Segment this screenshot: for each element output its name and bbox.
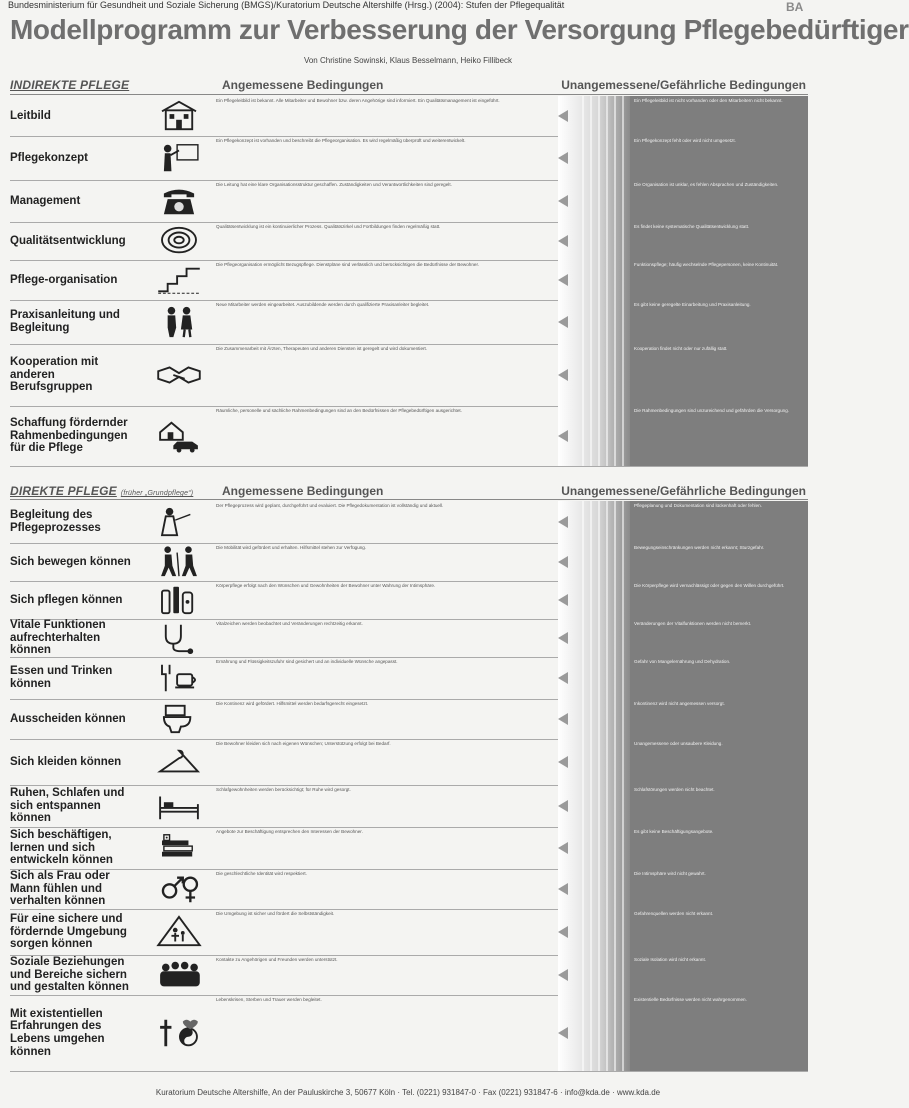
inadequate-conditions-text: Gefahr von Mangelernährung und Dehydration. bbox=[630, 657, 808, 699]
stripe-bars bbox=[576, 344, 626, 406]
spiral-icon bbox=[146, 222, 212, 260]
row-label: Pflege-organisation bbox=[10, 273, 118, 286]
stripe-bars bbox=[576, 96, 626, 136]
adequate-conditions-text: Die Pflegeorganisation ermöglicht Bezugspflege. Dienstpläne sind verlässlich und berücksichtigen die Bedürfnisse der Bewohner. bbox=[216, 262, 480, 267]
adequate-conditions-text: Qualitätsentwicklung ist ein kontinuierlicher Prozess. Qualitätszirkel und Fortbildungen finden regelmäßig statt. bbox=[216, 224, 441, 229]
indirect-section-label: INDIREKTE PFLEGE bbox=[10, 78, 130, 92]
source-line: Bundesministerium für Gesundheit und Soziale Sicherung (BMGS)/Kuratorium Deutsche Altershilfe (Hrsg.) (2004): Stufen der Pflegequalität bbox=[8, 0, 565, 10]
row-label: Kooperation mit anderen Berufsgruppen bbox=[10, 356, 99, 394]
walking-couple-icon bbox=[146, 300, 212, 344]
inadequate-conditions-text: Die Rahmenbedingungen sind unzureichend und gefährden die Versorgung. bbox=[630, 406, 808, 466]
inadequate-conditions-text: Funktionspflege; häufig wechselnde Pflegepersonen, keine Kontinuität. bbox=[630, 260, 808, 300]
stripe-bars bbox=[576, 501, 626, 543]
adequate-conditions-text: Räumliche, personelle und sächliche Rahmenbedingungen sind an den Bedürfnissen der Pflegebedürftigen ausgerichtet. bbox=[216, 408, 462, 413]
row-label: Management bbox=[10, 194, 81, 207]
row-label: Essen und Trinken können bbox=[10, 665, 113, 690]
table-row bbox=[10, 739, 808, 786]
table-row bbox=[10, 501, 808, 544]
direct-section-title: DIREKTE PFLEGE bbox=[10, 484, 117, 498]
table-row bbox=[10, 543, 808, 582]
stethoscope-icon bbox=[146, 619, 212, 657]
table-row bbox=[10, 869, 808, 910]
row-label: Mit existentiellen Erfahrungen des Lebens umgehen können bbox=[10, 1007, 105, 1058]
adequate-conditions-text: Die geschlechtliche Identität wird respektiert. bbox=[216, 871, 307, 876]
table-row bbox=[10, 344, 808, 407]
group-icon bbox=[146, 955, 212, 995]
table-row bbox=[10, 222, 808, 261]
handshake-icon bbox=[146, 344, 212, 406]
hikers-icon bbox=[146, 543, 212, 581]
adequate-conditions-text: Vitalzeichen werden beobachtet und Veränderungen rechtzeitig erkannt. bbox=[216, 621, 363, 626]
inadequate-conditions-text: Unangemessene oder unsaubere Kleidung. bbox=[630, 739, 808, 785]
telephone-icon bbox=[146, 180, 212, 222]
inadequate-conditions-text: Schlafstörungen werden nicht beachtet. bbox=[630, 785, 808, 827]
row-label: Für eine sichere und fördernde Umgebung sorgen können bbox=[10, 913, 127, 951]
footer: Kuratorium Deutsche Altershilfe, An der Pauluskirche 3, 50677 Köln · Tel. (0221) 931847-0 · Fax (0221) 931847-6 · info@kda.de · www.kda.de bbox=[155, 1088, 661, 1097]
table-row bbox=[10, 96, 808, 137]
row-label: Sich kleiden können bbox=[10, 755, 122, 768]
nurse-icon bbox=[146, 501, 212, 543]
table-row bbox=[10, 300, 808, 345]
table-row bbox=[10, 909, 808, 956]
inadequate-conditions-text: Bewegungseinschränkungen werden nicht erkannt; Sturzgefahr. bbox=[630, 543, 808, 581]
table-row bbox=[10, 827, 808, 870]
stripe-bars bbox=[576, 955, 626, 995]
stripe-bars bbox=[576, 619, 626, 657]
row-label: Schaffung fördernder Rahmenbedingungen für die Pflege bbox=[10, 417, 128, 455]
hanger-icon bbox=[146, 739, 212, 785]
inadequate-conditions-text: Es gibt keine geregelte Einarbeitung und Praxisanleitung. bbox=[630, 300, 808, 344]
row-label: Praxisanleitung und Begleitung bbox=[10, 309, 120, 334]
warning-sign-icon bbox=[146, 909, 212, 955]
inadequate-conditions-text: Es findet keine systematische Qualitätsentwicklung statt. bbox=[630, 222, 808, 260]
stripe-bars bbox=[576, 827, 626, 869]
adequate-conditions-text: Körperpflege erfolgt nach den Wünschen und Gewohnheiten der Bewohner unter Wahrung der Intimsphäre. bbox=[216, 583, 436, 588]
stripe-bars bbox=[576, 180, 626, 222]
gender-icon bbox=[146, 869, 212, 909]
adequate-conditions-text: Ernährung und Flüssigkeitszufuhr sind gesichert und an individuelle Wünsche angepasst. bbox=[216, 659, 398, 664]
adequate-conditions-text: Der Pflegeprozess wird geplant, durchgeführt und evaluiert. Die Pflegedokumentation ist vollständig und aktuell. bbox=[216, 503, 444, 508]
divider bbox=[10, 94, 808, 95]
direct-good-col-header: Angemessene Bedingungen bbox=[222, 484, 384, 498]
direct-section-label bbox=[10, 484, 193, 498]
direct-bad-col-header: Unangemessene/Gefährliche Bedingungen bbox=[561, 484, 806, 498]
adequate-conditions-text: Schlafgewohnheiten werden berücksichtigt; für Ruhe wird gesorgt. bbox=[216, 787, 351, 792]
logo: BA bbox=[786, 0, 804, 14]
stripe-bars bbox=[576, 581, 626, 619]
row-label: Qualitätsentwicklung bbox=[10, 234, 126, 247]
divider bbox=[10, 499, 808, 500]
page-title: Modellprogramm zur Verbesserung der Versorgung Pflegebedürftiger bbox=[10, 14, 909, 45]
table-row bbox=[10, 260, 808, 301]
adequate-conditions-text: Angebote zur Beschäftigung entsprechen den Interessen der Bewohner. bbox=[216, 829, 363, 834]
adequate-conditions-text: Kontakte zu Angehörigen und Freunden werden unterstützt. bbox=[216, 957, 338, 962]
table-row bbox=[10, 619, 808, 658]
table-row bbox=[10, 699, 808, 740]
bed-icon bbox=[146, 785, 212, 827]
stripe-bars bbox=[576, 406, 626, 466]
adequate-conditions-text: Neue Mitarbeiter werden eingearbeitet. Auszubildende werden durch qualifizierte Praxisanleiter begleitet. bbox=[216, 302, 430, 307]
inadequate-conditions-text: Existentielle Bedürfnisse werden nicht wahrgenommen. bbox=[630, 995, 808, 1071]
inadequate-conditions-text: Inkontinenz wird nicht angemessen versorgt. bbox=[630, 699, 808, 739]
indirect-good-col-header: Angemessene Bedingungen bbox=[222, 78, 384, 92]
stripe-bars bbox=[576, 869, 626, 909]
inadequate-conditions-text: Pflegeplanung und Dokumentation sind lückenhaft oder fehlen. bbox=[630, 501, 808, 543]
inadequate-conditions-text: Die Intimsphäre wird nicht gewahrt. bbox=[630, 869, 808, 909]
row-label: Leitbild bbox=[10, 109, 51, 122]
toilet-icon bbox=[146, 699, 212, 739]
row-label: Begleitung des Pflegeprozesses bbox=[10, 509, 101, 534]
stripe-bars bbox=[576, 543, 626, 581]
table-row bbox=[10, 657, 808, 700]
stripe-bars bbox=[576, 995, 626, 1071]
stripe-bars bbox=[576, 300, 626, 344]
row-label: Sich als Frau oder Mann fühlen und verhalten können bbox=[10, 870, 110, 908]
row-label: Ruhen, Schlafen und sich entspannen können bbox=[10, 787, 125, 825]
inadequate-conditions-text: Kooperation findet nicht oder nur zufällig statt. bbox=[630, 344, 808, 406]
table-row bbox=[10, 406, 808, 467]
adequate-conditions-text: Die Mobilität wird gefördert und erhalten. Hilfsmittel stehen zur Verfügung. bbox=[216, 545, 367, 550]
cross-yinyang-icon bbox=[146, 995, 212, 1071]
direct-section-subtitle: (früher „Grundpflege“) bbox=[120, 490, 194, 497]
toiletries-icon bbox=[146, 581, 212, 619]
indirect-bad-col-header: Unangemessene/Gefährliche Bedingungen bbox=[561, 78, 806, 92]
inadequate-conditions-text: Es gibt keine Beschäftigungsangebote. bbox=[630, 827, 808, 869]
inadequate-conditions-text: Soziale Isolation wird nicht erkannt. bbox=[630, 955, 808, 995]
inadequate-conditions-text: Die Organisation ist unklar, es fehlen Absprachen und Zuständigkeiten. bbox=[630, 180, 808, 222]
inadequate-conditions-text: Die Körperpflege wird vernachlässigt oder gegen den Willen durchgeführt. bbox=[630, 581, 808, 619]
adequate-conditions-text: Die Bewohner kleiden sich nach eigenen Wünschen; Unterstützung erfolgt bei Bedarf. bbox=[216, 741, 391, 746]
stripe-bars bbox=[576, 657, 626, 699]
indirect-section-header bbox=[10, 78, 806, 92]
adequate-conditions-text: Die Leitung hat eine klare Organisationsstruktur geschaffen. Zuständigkeiten und Verantwortlichkeiten sind geregelt. bbox=[216, 182, 452, 187]
adequate-conditions-text: Lebenskrisen, Sterben und Trauer werden begleitet. bbox=[216, 997, 322, 1002]
stripe-bars bbox=[576, 260, 626, 300]
teacher-icon bbox=[146, 136, 212, 180]
house-icon bbox=[146, 96, 212, 136]
table-row bbox=[10, 180, 808, 223]
inadequate-conditions-text: Ein Pflegeleitbild ist nicht vorhanden oder den Mitarbeitern nicht bekannt. bbox=[630, 96, 808, 136]
row-label: Vitale Funktionen aufrechterhalten können bbox=[10, 619, 106, 657]
adequate-conditions-text: Die Zusammenarbeit mit Ärzten, Therapeuten und anderen Diensten ist geregelt und wird dokumentiert. bbox=[216, 346, 428, 351]
cutlery-icon bbox=[146, 657, 212, 699]
row-label: Sich bewegen können bbox=[10, 555, 131, 568]
stripe-bars bbox=[576, 739, 626, 785]
stripe-bars bbox=[576, 699, 626, 739]
adequate-conditions-text: Ein Pflegeleitbild ist bekannt. Alle Mitarbeiter und Bewohner bzw. deren Angehörige sind informiert. Ein Qualitätsmanagement ist eingeführt. bbox=[216, 98, 500, 103]
row-label: Soziale Beziehungen und Bereiche sichern und gestalten können bbox=[10, 956, 129, 994]
adequate-conditions-text: Ein Pflegekonzept ist vorhanden und beschreibt die Pflegeorganisation. Es wird regelmäßig überprüft und weiterentwickelt. bbox=[216, 138, 466, 143]
stripe-bars bbox=[576, 785, 626, 827]
row-label: Sich beschäftigen, lernen und sich entwickeln können bbox=[10, 829, 113, 867]
books-icon bbox=[146, 827, 212, 869]
row-label: Ausscheiden können bbox=[10, 712, 126, 725]
inadequate-conditions-text: Ein Pflegekonzept fehlt oder wird nicht umgesetzt. bbox=[630, 136, 808, 180]
house-car-icon bbox=[146, 406, 212, 466]
stripe-bars bbox=[576, 222, 626, 260]
adequate-conditions-text: Die Umgebung ist sicher und fördert die Selbstständigkeit. bbox=[216, 911, 335, 916]
table-row bbox=[10, 136, 808, 181]
authors: Von Christine Sowinski, Klaus Besselmann, Heiko Fillibeck bbox=[303, 56, 513, 65]
row-label: Pflegekonzept bbox=[10, 151, 88, 164]
table-row bbox=[10, 955, 808, 996]
adequate-conditions-text: Die Kontinenz wird gefördert. Hilfsmittel werden bedarfsgerecht eingesetzt. bbox=[216, 701, 369, 706]
stripe-bars bbox=[576, 909, 626, 955]
direct-section-header bbox=[10, 484, 806, 498]
table-row bbox=[10, 995, 808, 1072]
inadequate-conditions-text: Veränderungen der Vitalfunktionen werden nicht bemerkt. bbox=[630, 619, 808, 657]
table-row bbox=[10, 785, 808, 828]
inadequate-conditions-text: Gefahrenquellen werden nicht erkannt. bbox=[630, 909, 808, 955]
row-label: Sich pflegen können bbox=[10, 593, 123, 606]
stairs-icon bbox=[146, 260, 212, 300]
table-row bbox=[10, 581, 808, 620]
stripe-bars bbox=[576, 136, 626, 180]
